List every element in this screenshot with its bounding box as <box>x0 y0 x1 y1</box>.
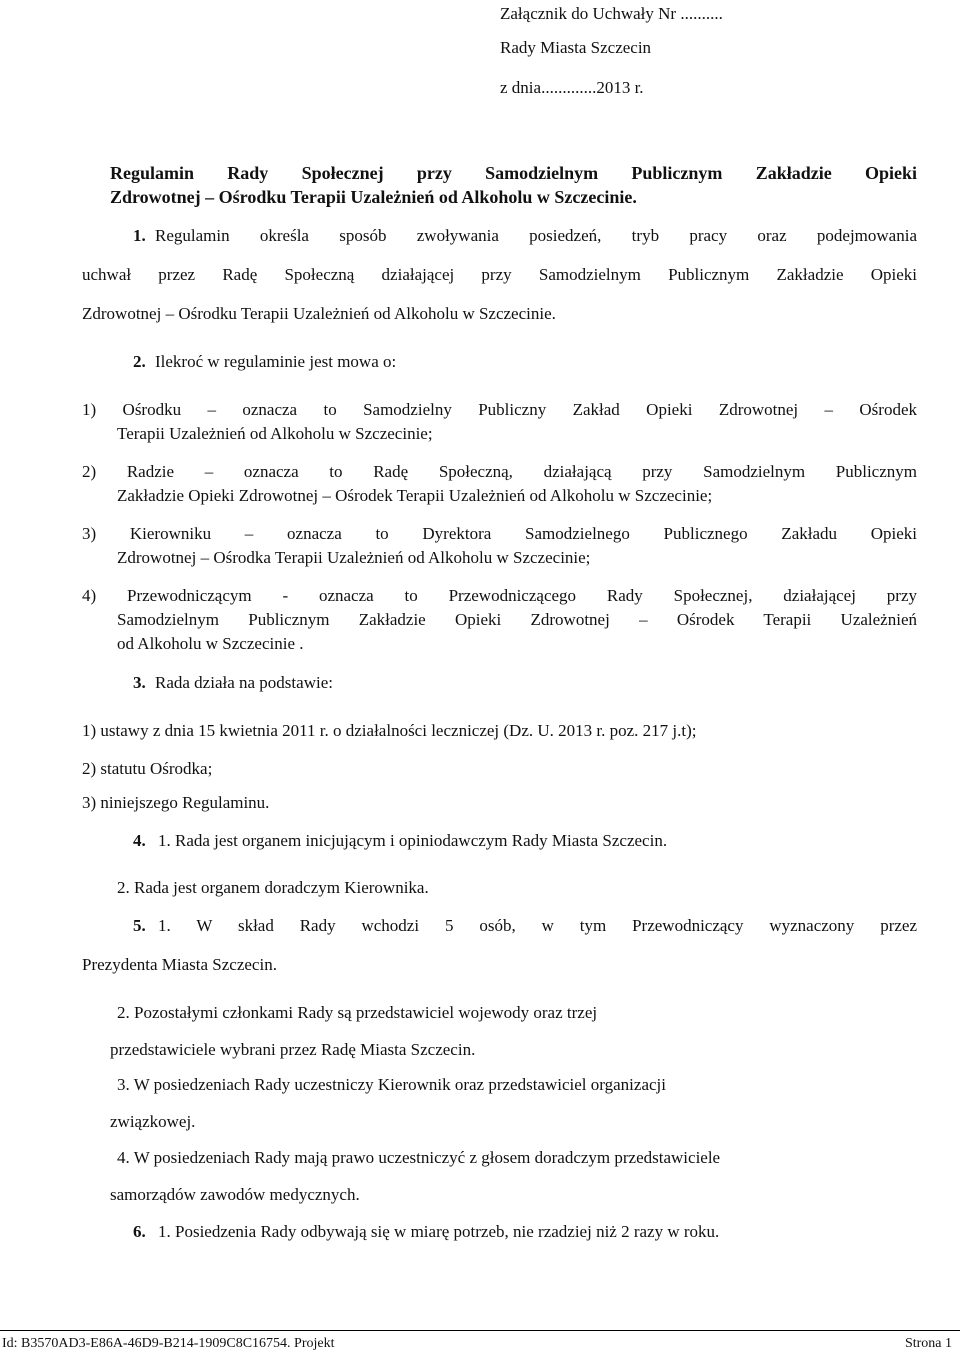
document-title-line1: Regulamin Rady Społecznej przy Samodzielnym Publicznym Zakładzie Opieki <box>110 163 917 183</box>
header-attachment-line: Załącznik do Uchwały Nr .......... <box>500 4 723 23</box>
paragraph-5-item1-line1: 1. W skład Rady wchodzi 5 osób, w tym Przewodniczący wyznaczony przez <box>158 916 917 935</box>
paragraph-1-line1: Regulamin określa sposób zwoływania posiedzeń, tryb pracy oraz podejmowania <box>155 226 917 245</box>
definition-item-line1: 4) Przewodniczącym - oznacza to Przewodniczącego Rady Społecznej, działającej przy <box>82 586 917 605</box>
paragraph-number: 1. <box>133 226 146 245</box>
definition-item-line2: Zakładzie Opieki Zdrowotnej – Ośrodek Terapii Uzależnień od Alkoholu w Szczecinie; <box>117 486 713 505</box>
paragraph-number: 3. <box>133 673 146 692</box>
paragraph-number: 2. <box>133 352 146 371</box>
definition-item-line1: 1) Ośrodku – oznacza to Samodzielny Publiczny Zakład Opieki Zdrowotnej – Ośrodek <box>82 400 917 419</box>
paragraph-1-line2: uchwał przez Radę Społeczną działającej przy Samodzielnym Publicznym Zakładzie Opieki <box>82 265 917 284</box>
header-date-line: z dnia.............2013 r. <box>500 78 644 97</box>
paragraph-1-line3: Zdrowotnej – Ośrodku Terapii Uzależnień od Alkoholu w Szczecinie. <box>82 304 556 323</box>
paragraph-5-item4-line1: 4. W posiedzeniach Rady mają prawo uczestniczyć z głosem doradczym przedstawiciele <box>117 1148 721 1167</box>
legal-basis-item: 3) niniejszego Regulaminu. <box>82 793 270 812</box>
definition-item-line2: Terapii Uzależnień od Alkoholu w Szczecinie; <box>117 424 433 443</box>
paragraph-5-item1-line2: Prezydenta Miasta Szczecin. <box>82 955 277 974</box>
footer-page-number: Strona 1 <box>904 1336 952 1351</box>
paragraph-4-item2: 2. Rada jest organem doradczym Kierownika. <box>117 878 429 897</box>
paragraph-2-intro: Ilekroć w regulaminie jest mowa o: <box>155 352 397 371</box>
definition-item-line3: od Alkoholu w Szczecinie . <box>117 634 304 653</box>
footer-divider <box>0 1330 960 1331</box>
paragraph-number: 6. <box>133 1222 146 1241</box>
paragraph-number: 4. <box>133 831 146 850</box>
paragraph-4-item1: 1. Rada jest organem inicjującym i opiniodawczym Rady Miasta Szczecin. <box>158 831 668 850</box>
paragraph-3-intro: Rada działa na podstawie: <box>155 673 333 692</box>
paragraph-5-item3-line1: 3. W posiedzeniach Rady uczestniczy Kierownik oraz przedstawiciel organizacji <box>117 1075 666 1094</box>
paragraph-5-item2-line1: 2. Pozostałymi członkami Rady są przedstawiciel wojewody oraz trzej <box>117 1003 598 1022</box>
definition-item-line1: 3) Kierowniku – oznacza to Dyrektora Samodzielnego Publicznego Zakładu Opieki <box>82 524 917 543</box>
definition-item-line2: Zdrowotnej – Ośrodka Terapii Uzależnień od Alkoholu w Szczecinie; <box>117 548 591 567</box>
paragraph-5-item4-line2: samorządów zawodów medycznych. <box>110 1185 360 1204</box>
definition-item-line1: 2) Radzie – oznacza to Radę Społeczną, działającą przy Samodzielnym Publicznym <box>82 462 917 481</box>
legal-basis-item: 1) ustawy z dnia 15 kwietnia 2011 r. o działalności leczniczej (Dz. U. 2013 r. poz. 217 j.t); <box>82 721 697 740</box>
paragraph-6-item1: 1. Posiedzenia Rady odbywają się w miarę potrzeb, nie rzadziej niż 2 razy w roku. <box>158 1222 720 1241</box>
footer-document-id: Id: B3570AD3-E86A-46D9-B214-1909C8C16754. Projekt <box>2 1336 335 1351</box>
document-title-line2: Zdrowotnej – Ośrodku Terapii Uzależnień od Alkoholu w Szczecinie. <box>110 187 637 207</box>
paragraph-number: 5. <box>133 916 146 935</box>
paragraph-5-item2-line2: przedstawiciele wybrani przez Radę Miasta Szczecin. <box>110 1040 476 1059</box>
paragraph-5-item3-line2: związkowej. <box>110 1112 196 1131</box>
legal-basis-item: 2) statutu Ośrodka; <box>82 759 213 778</box>
header-council-line: Rady Miasta Szczecin <box>500 38 652 57</box>
definition-item-line2: Samodzielnym Publicznym Zakładzie Opieki Zdrowotnej – Ośrodek Terapii Uzależnień <box>117 610 917 629</box>
